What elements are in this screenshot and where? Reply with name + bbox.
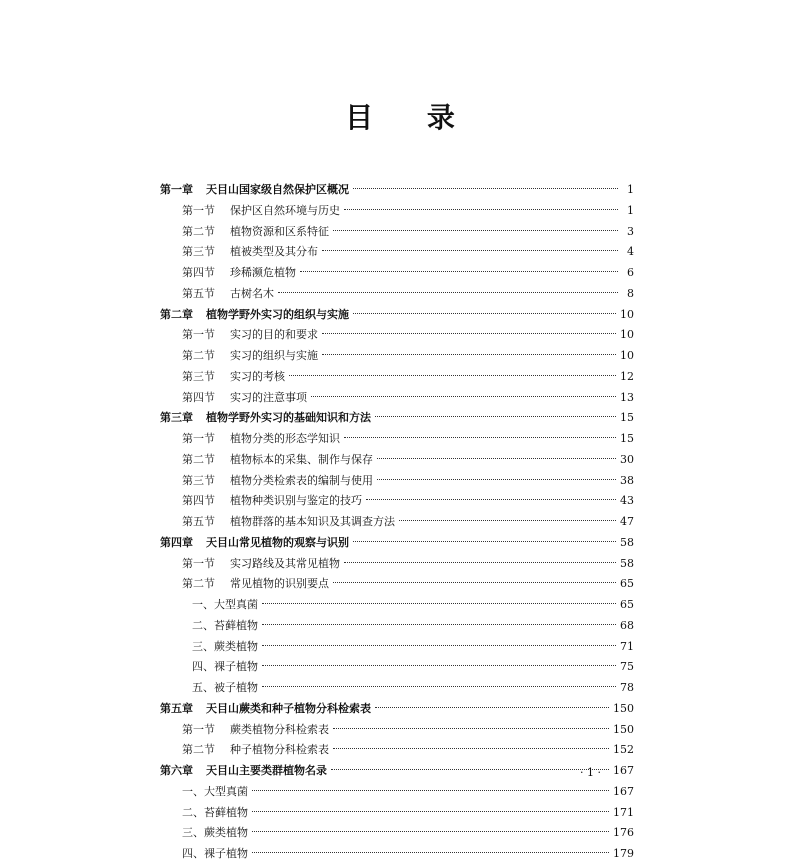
toc-entry	[160, 242, 634, 263]
toc-entry-page: 38	[620, 473, 634, 487]
toc-entry-number: 第一节	[182, 722, 215, 736]
toc-entry	[160, 657, 634, 678]
toc-entry-page: 47	[620, 515, 634, 528]
toc-entry-number: 第三节	[182, 369, 215, 383]
toc-entry-label	[182, 512, 395, 533]
table-of-contents	[160, 180, 634, 865]
toc-entry-page: 10	[620, 349, 634, 362]
toc-entry-number: 第四节	[182, 494, 215, 508]
toc-entry-title: 植物群落的基本知识及其调查方法	[230, 515, 395, 528]
toc-entry-page: 15	[620, 432, 634, 445]
toc-entry	[160, 823, 634, 844]
toc-dot-leader	[252, 790, 609, 791]
toc-entry-page: 176	[613, 826, 634, 840]
toc-entry-page: 150	[613, 722, 634, 736]
toc-entry-title: 二、苔藓植物	[182, 805, 248, 819]
toc-entry-title: 天目山国家级自然保护区概况	[206, 183, 349, 196]
toc-entry-label	[182, 844, 248, 865]
toc-entry-label	[160, 305, 349, 326]
toc-entry-label	[182, 803, 248, 824]
toc-entry	[160, 782, 634, 803]
toc-entry-title: 古树名木	[230, 286, 274, 300]
toc-entry-number: 第三节	[182, 473, 215, 487]
toc-chapter-entry	[160, 533, 634, 554]
toc-entry-number: 第一节	[182, 556, 215, 570]
toc-entry-label	[182, 222, 329, 243]
toc-entry-number: 第一节	[182, 203, 215, 217]
toc-entry-title: 实习的注意事项	[230, 390, 307, 404]
toc-entry-page: 4	[627, 245, 634, 259]
toc-entry-label	[192, 637, 258, 658]
toc-entry-label	[182, 242, 318, 263]
toc-entry-title: 实习路线及其常见植物	[230, 556, 340, 570]
toc-entry	[160, 450, 634, 471]
toc-entry	[160, 803, 634, 824]
toc-dot-leader	[333, 582, 616, 583]
toc-entry-label	[182, 720, 329, 741]
toc-entry-page: 12	[620, 369, 634, 383]
toc-entry-number: 第五节	[182, 515, 215, 528]
toc-dot-leader	[333, 728, 609, 729]
toc-entry	[160, 637, 634, 658]
toc-dot-leader	[322, 333, 616, 334]
toc-entry	[160, 367, 634, 388]
toc-entry-label	[160, 180, 349, 201]
toc-entry-number: 第二章	[160, 307, 193, 321]
toc-entry	[160, 595, 634, 616]
toc-entry	[160, 429, 634, 450]
toc-entry-page: 1	[627, 203, 634, 217]
toc-entry-page: 167	[613, 784, 634, 798]
toc-entry-page: 8	[627, 286, 634, 300]
toc-entry-label	[182, 201, 340, 222]
toc-dot-leader	[278, 292, 618, 293]
toc-entry	[160, 678, 634, 699]
toc-entry-page: 71	[620, 639, 634, 653]
toc-dot-leader	[262, 603, 616, 604]
toc-entry-page: 1	[627, 183, 634, 196]
toc-entry	[160, 263, 634, 284]
toc-entry	[160, 471, 634, 492]
toc-entry-title: 植物分类的形态学知识	[230, 432, 340, 445]
toc-entry-label	[160, 761, 327, 782]
toc-dot-leader	[344, 209, 618, 210]
toc-entry-title: 天目山常见植物的观察与识别	[206, 535, 349, 549]
toc-dot-leader	[366, 499, 616, 500]
toc-entry-number: 第五章	[160, 701, 193, 715]
toc-dot-leader	[353, 313, 616, 314]
toc-entry-title: 珍稀濒危植物	[230, 266, 296, 279]
toc-entry-number: 第二节	[182, 349, 215, 362]
toc-entry-label	[182, 471, 373, 492]
toc-entry-number: 第二节	[182, 452, 215, 466]
toc-dot-leader	[262, 645, 616, 646]
toc-entry	[160, 574, 634, 595]
toc-entry-page: 58	[620, 535, 634, 549]
toc-dot-leader	[375, 707, 609, 708]
toc-entry-title: 常见植物的识别要点	[230, 577, 329, 591]
toc-chapter-entry	[160, 305, 634, 326]
toc-entry-page: 171	[613, 805, 634, 819]
toc-entry-label	[182, 429, 340, 450]
toc-entry-title: 实习的目的和要求	[230, 328, 318, 342]
toc-entry-title: 植物学野外实习的基础知识和方法	[206, 411, 371, 425]
toc-entry-title: 三、蕨类植物	[182, 826, 248, 840]
toc-entry-title: 天目山主要类群植物名录	[206, 764, 327, 777]
toc-entry	[160, 325, 634, 346]
toc-entry-title: 蕨类植物分科检索表	[230, 722, 329, 736]
toc-entry-label	[182, 346, 318, 367]
toc-entry-page: 150	[613, 701, 634, 715]
toc-entry-page: 10	[620, 328, 634, 342]
toc-entry-number: 第三节	[182, 245, 215, 259]
toc-entry	[160, 720, 634, 741]
toc-entry-label	[182, 367, 285, 388]
toc-entry	[160, 740, 634, 761]
toc-dot-leader	[353, 188, 618, 189]
page-number: · 1 ·	[580, 766, 601, 779]
toc-entry-number: 第四节	[182, 266, 215, 279]
toc-entry-label	[182, 388, 307, 409]
toc-entry-number: 第五节	[182, 286, 215, 300]
toc-dot-leader	[399, 520, 616, 521]
toc-entry-page: 78	[620, 681, 634, 694]
toc-entry-title: 实习的组织与实施	[230, 349, 318, 362]
toc-entry-title: 植被类型及其分布	[230, 245, 318, 259]
toc-entry-title: 植物标本的采集、制作与保存	[230, 452, 373, 466]
toc-entry-label	[182, 574, 329, 595]
toc-entry-page: 65	[620, 598, 634, 611]
toc-entry-number: 第一章	[160, 183, 193, 196]
toc-entry-page: 15	[620, 411, 634, 425]
toc-entry-page: 75	[620, 660, 634, 674]
toc-entry	[160, 201, 634, 222]
toc-dot-leader	[377, 479, 616, 480]
toc-entry-label	[192, 657, 258, 678]
toc-entry-page: 3	[627, 224, 634, 238]
toc-dot-leader	[262, 624, 616, 625]
toc-dot-leader	[333, 748, 609, 749]
toc-dot-leader	[252, 852, 609, 853]
toc-entry-label	[192, 678, 258, 699]
toc-entry	[160, 554, 634, 575]
toc-entry	[160, 346, 634, 367]
toc-chapter-entry	[160, 180, 634, 201]
toc-entry-title: 植物学野外实习的组织与实施	[206, 307, 349, 321]
toc-entry-number: 第六章	[160, 764, 193, 777]
toc-entry-title: 四、裸子植物	[192, 660, 258, 674]
toc-dot-leader	[300, 271, 618, 272]
toc-entry-label	[192, 616, 258, 637]
toc-chapter-entry	[160, 761, 634, 782]
toc-dot-leader	[333, 230, 618, 231]
toc-entry-label	[192, 595, 258, 616]
toc-entry-label	[160, 699, 371, 720]
toc-entry-title: 天目山蕨类和种子植物分科检索表	[206, 701, 371, 715]
toc-entry-title: 三、蕨类植物	[192, 639, 258, 653]
toc-entry-number: 第一节	[182, 328, 215, 342]
toc-entry-title: 实习的考核	[230, 369, 285, 383]
toc-entry-label	[160, 408, 371, 429]
toc-entry-title: 二、苔藓植物	[192, 618, 258, 632]
toc-entry-page: 58	[620, 556, 634, 570]
toc-entry	[160, 844, 634, 865]
toc-entry-label	[182, 782, 248, 803]
toc-entry-title: 植物分类检索表的编制与使用	[230, 473, 373, 487]
toc-entry-title: 保护区自然环境与历史	[230, 203, 340, 217]
toc-dot-leader	[344, 437, 616, 438]
toc-dot-leader	[322, 250, 618, 251]
toc-entry	[160, 491, 634, 512]
page-title: 目 录	[345, 101, 477, 134]
toc-entry-page: 65	[620, 577, 634, 591]
toc-entry-number: 第四章	[160, 535, 193, 549]
toc-dot-leader	[331, 769, 609, 770]
toc-entry	[160, 388, 634, 409]
toc-entry-number: 第三章	[160, 411, 193, 425]
toc-dot-leader	[377, 458, 616, 459]
toc-entry-label	[182, 554, 340, 575]
toc-entry	[160, 222, 634, 243]
toc-entry-number: 第二节	[182, 224, 215, 238]
toc-entry-page: 30	[620, 452, 634, 466]
toc-entry-title: 五、被子植物	[192, 681, 258, 694]
toc-entry-label	[182, 263, 296, 284]
toc-entry-page: 179	[613, 847, 634, 860]
toc-entry	[160, 284, 634, 305]
toc-entry-title: 植物种类识别与鉴定的技巧	[230, 494, 362, 508]
toc-entry-title: 种子植物分科检索表	[230, 743, 329, 757]
toc-dot-leader	[262, 686, 616, 687]
toc-entry-page: 43	[620, 494, 634, 508]
toc-entry-label	[182, 284, 274, 305]
toc-entry-label	[182, 740, 329, 761]
toc-entry-page: 167	[613, 764, 634, 777]
toc-entry-title: 植物资源和区系特征	[230, 224, 329, 238]
toc-dot-leader	[262, 665, 616, 666]
toc-entry-title: 一、大型真菌	[182, 784, 248, 798]
toc-dot-leader	[289, 375, 616, 376]
toc-entry	[160, 616, 634, 637]
toc-entry-page: 10	[620, 307, 634, 321]
toc-chapter-entry	[160, 408, 634, 429]
toc-entry-label	[182, 450, 373, 471]
toc-chapter-entry	[160, 699, 634, 720]
toc-dot-leader	[252, 811, 609, 812]
toc-entry-page: 6	[627, 266, 634, 279]
toc-entry-number: 第二节	[182, 577, 215, 591]
toc-dot-leader	[311, 396, 616, 397]
toc-dot-leader	[375, 416, 616, 417]
toc-entry-page: 13	[620, 390, 634, 404]
toc-entry-label	[182, 325, 318, 346]
toc-entry-number: 第二节	[182, 743, 215, 757]
toc-entry-page: 152	[613, 743, 634, 757]
toc-entry-label	[182, 491, 362, 512]
toc-entry-number: 第四节	[182, 390, 215, 404]
toc-entry-number: 第一节	[182, 432, 215, 445]
toc-entry-title: 四、裸子植物	[182, 847, 248, 860]
toc-dot-leader	[344, 562, 616, 563]
toc-entry-label	[160, 533, 349, 554]
toc-entry	[160, 512, 634, 533]
toc-entry-page: 68	[620, 618, 634, 632]
toc-entry-label	[182, 823, 248, 844]
toc-dot-leader	[353, 541, 616, 542]
toc-dot-leader	[252, 831, 609, 832]
toc-dot-leader	[322, 354, 616, 355]
toc-entry-title: 一、大型真菌	[192, 598, 258, 611]
